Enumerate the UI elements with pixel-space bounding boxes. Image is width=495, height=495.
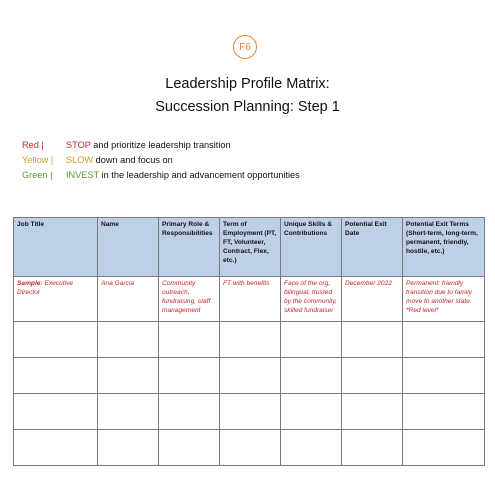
empty-cell[interactable] <box>220 322 281 358</box>
legend-text: in the leadership and advancement opportunities <box>99 170 300 180</box>
legend-row-red <box>22 138 300 153</box>
sample-job-title: Executive Director <box>17 280 74 296</box>
page-title-line-1: Leadership Profile Matrix: <box>165 76 330 92</box>
empty-cell[interactable] <box>281 358 342 394</box>
empty-cell[interactable] <box>159 430 220 466</box>
empty-cell[interactable] <box>159 322 220 358</box>
cell-term[interactable]: FT with benefits <box>220 277 281 322</box>
logo-icon: F6 <box>233 35 257 59</box>
empty-cell[interactable] <box>14 394 98 430</box>
legend-row-yellow <box>22 153 300 168</box>
table-row <box>14 394 485 430</box>
cell-exit-date[interactable]: December 2022 <box>342 277 403 322</box>
empty-cell[interactable] <box>281 394 342 430</box>
legend-key: Yellow | <box>22 155 54 165</box>
legend-keyword: STOP <box>66 140 91 150</box>
empty-cell[interactable] <box>342 394 403 430</box>
empty-cell[interactable] <box>342 322 403 358</box>
header-exit-terms: Potential Exit Terms (Short-term, long-term, permanent, friendly, hostile, etc.) <box>403 218 485 277</box>
empty-cell[interactable] <box>98 430 159 466</box>
color-legend <box>22 138 300 183</box>
legend-key: Red | <box>22 140 44 150</box>
empty-cell[interactable] <box>14 322 98 358</box>
empty-cell[interactable] <box>220 394 281 430</box>
header-term-of-employment: Term of Employment (PT, FT, Volunteer, Contract, Flex, etc.) <box>220 218 281 277</box>
empty-cell[interactable] <box>403 358 485 394</box>
empty-cell[interactable] <box>98 394 159 430</box>
empty-cell[interactable] <box>342 430 403 466</box>
empty-cell[interactable] <box>342 358 403 394</box>
header-exit-date: Potential Exit Date <box>342 218 403 277</box>
legend-keyword: INVEST <box>66 170 100 180</box>
cell-skills[interactable]: Face of the org, bilingual, trusted by the community, skilled fundraiser <box>281 277 342 322</box>
empty-cell[interactable] <box>220 430 281 466</box>
header-primary-role: Primary Role & Responsibilities <box>159 218 220 277</box>
empty-cell[interactable] <box>220 358 281 394</box>
legend-row-green <box>22 168 300 183</box>
table-row <box>14 322 485 358</box>
header-name: Name <box>98 218 159 277</box>
cell-role[interactable]: Community outreach, fundraising, staff management <box>159 277 220 322</box>
empty-cell[interactable] <box>98 358 159 394</box>
empty-cell[interactable] <box>159 358 220 394</box>
header-job-title: Job Title <box>14 218 98 277</box>
empty-cell[interactable] <box>159 394 220 430</box>
cell-job-title[interactable] <box>14 277 98 322</box>
empty-cell[interactable] <box>98 322 159 358</box>
cell-exit-terms[interactable]: Permanent; friendly transition due to family move to another state. *Red level* <box>403 277 485 322</box>
legend-keyword: SLOW <box>66 155 94 165</box>
page-title-line-2: Succession Planning: Step 1 <box>155 99 340 115</box>
empty-cell[interactable] <box>403 322 485 358</box>
legend-text: and prioritize leadership transition <box>90 140 231 150</box>
table-row <box>14 430 485 466</box>
table-row-sample <box>14 277 485 322</box>
table-row <box>14 358 485 394</box>
empty-cell[interactable] <box>281 430 342 466</box>
header-unique-skills: Unique Skills & Contributions <box>281 218 342 277</box>
empty-cell[interactable] <box>14 358 98 394</box>
cell-name[interactable]: Ana Garcia <box>98 277 159 322</box>
empty-cell[interactable] <box>14 430 98 466</box>
sample-label: Sample: <box>17 280 43 287</box>
legend-key: Green | <box>22 170 53 180</box>
empty-cell[interactable] <box>403 394 485 430</box>
legend-text: down and focus on <box>93 155 173 165</box>
empty-cell[interactable] <box>403 430 485 466</box>
empty-cell[interactable] <box>281 322 342 358</box>
table-header-row <box>14 218 485 277</box>
leadership-matrix-table <box>13 217 485 466</box>
